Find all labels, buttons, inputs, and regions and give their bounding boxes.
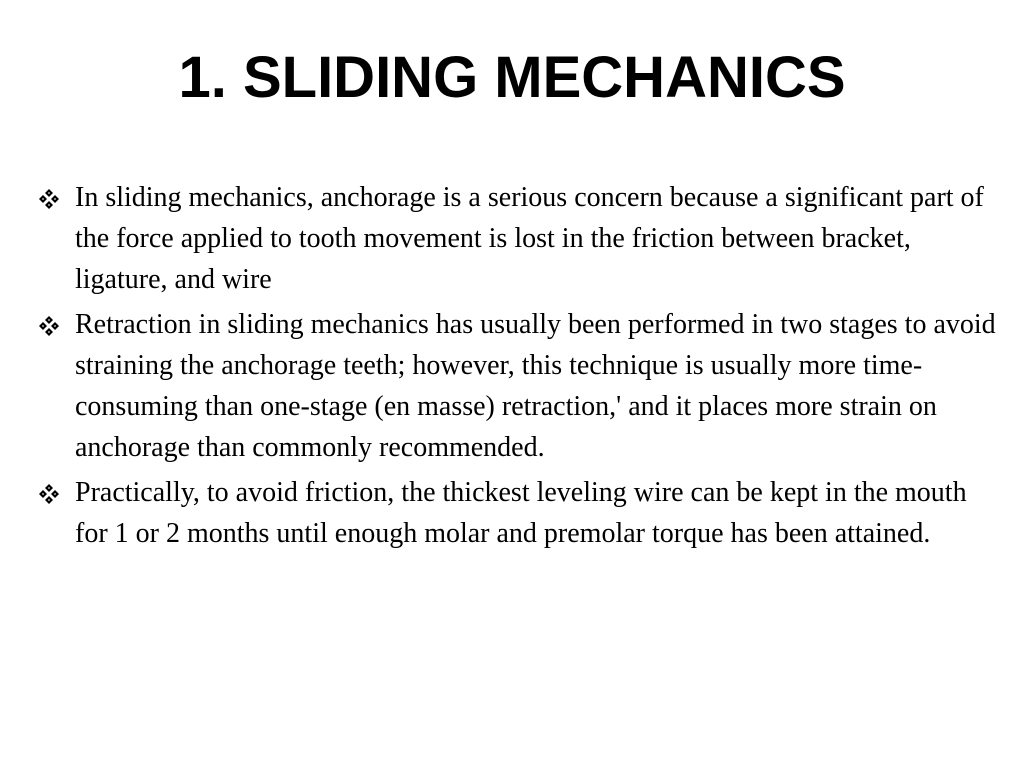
bullet-item: [38, 472, 1000, 554]
four-diamond-bullet-icon: [38, 188, 60, 210]
bullet-list: [38, 177, 1000, 558]
bullet-text: In sliding mechanics, anchorage is a serious concern because a significant part of the force applied to tooth movement is lost in the friction between bracket, ligature, and wire: [75, 182, 984, 295]
four-diamond-bullet-icon: [38, 483, 60, 505]
bullet-text: Retraction in sliding mechanics has usually been performed in two stages to avoid straining the anchorage teeth; however, this technique is usually more time-consuming than one-stage (en masse) retraction,' and it places more strain on anchorage than commonly recommended.: [75, 309, 996, 463]
bullet-item: [38, 177, 1000, 300]
slide-title: 1. SLIDING MECHANICS: [178, 45, 846, 110]
four-diamond-bullet-icon: [38, 315, 60, 337]
bullet-item: [38, 304, 1000, 468]
bullet-text: Practically, to avoid friction, the thickest leveling wire can be kept in the mouth for 1 or 2 months until enough molar and premolar torque has been attained.: [75, 477, 967, 549]
